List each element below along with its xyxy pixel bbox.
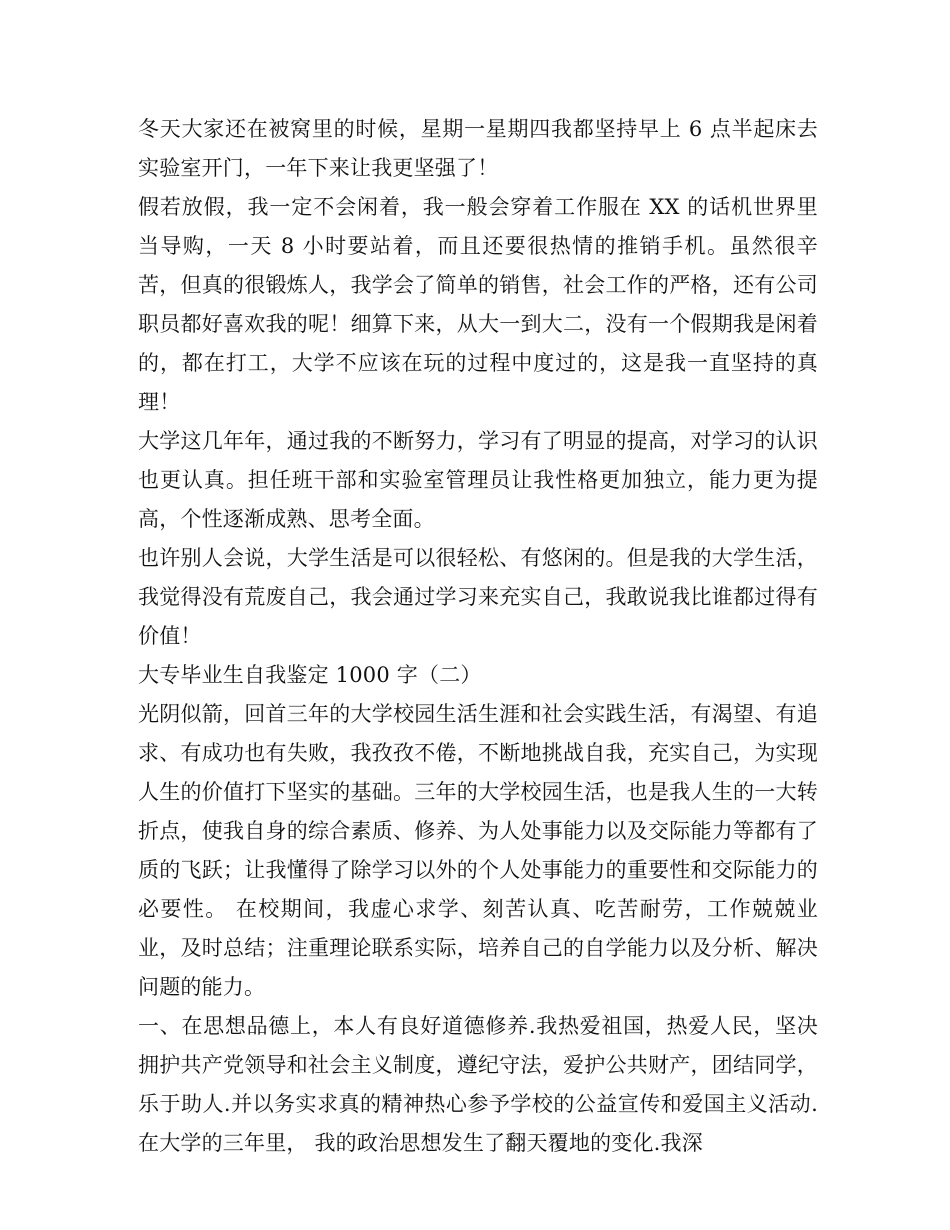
paragraph-study-progress: 大学这几年年，通过我的不断努力，学习有了明显的提高，对学习的认识也更认真。担任班干部和实验室管理员让我性格更加独立，能力更为提高，个性逐渐成熟、思考全面。 bbox=[138, 429, 818, 531]
paragraph-early-rising: 冬天大家还在被窝里的时候，星期一星期四我都坚持早上 6 点半起床去实验室开门，一年下来让我更坚强了！ bbox=[138, 117, 818, 180]
paragraph-three-years: 光阴似箭，回首三年的大学校园生活生涯和社会实践生活，有渴望、有追求、有成功也有失败，我孜孜不倦，不断地挑战自我，充实自己，为实现人生的价值打下坚实的基础。三年的大学校园生活，也是我人生的一大转折点，使我自身的综合素质、修养、为人处事能力以及交际能力等都有了质的飞跃；让我懂得了除学习以外的个人处事能力的重要性和交际能力的必要性。 在校期间，我虚心求学、刻苦认真、吃苦耐劳，工作兢兢业业，及时总结；注重理论联系实际，培养自己的自学能力以及分析、解决问题的能力。 bbox=[138, 702, 818, 999]
paragraph-college-value: 也许别人会说，大学生活是可以很轻松、有悠闲的。但是我的大学生活，我觉得没有荒废自己，我会通过学习来充实自己，我敢说我比谁都过得有价值！ bbox=[138, 546, 818, 648]
paragraph-holiday-work: 假若放假，我一定不会闲着，我一般会穿着工作服在 XX 的话机世界里当导购，一天 8 小时要站着，而且还要很热情的推销手机。虽然很辛苦，但真的很锻炼人，我学会了简单的销售，社会工作的严格，还有公司职员都好喜欢我的呢！细算下来，从大一到大二，没有一个假期我是闲着的，都在打工，大学不应该在玩的过程中度过的，这是我一直坚持的真理！ bbox=[138, 195, 818, 414]
document-body bbox=[138, 110, 818, 1163]
section-heading: 大专毕业生自我鉴定 1000 字（二） bbox=[138, 663, 482, 687]
paragraph-moral-character: 一、在思想品德上，本人有良好道德修养.我热爱祖国，热爱人民，坚决拥护共产党领导和社会主义制度，遵纪守法，爱护公共财产，团结同学，乐于助人.并以务实求真的精神热心参予学校的公益宣传和爱国主义活动. 在大学的三年里， 我的政治思想发生了翻天覆地的变化.我深 bbox=[138, 1014, 818, 1155]
